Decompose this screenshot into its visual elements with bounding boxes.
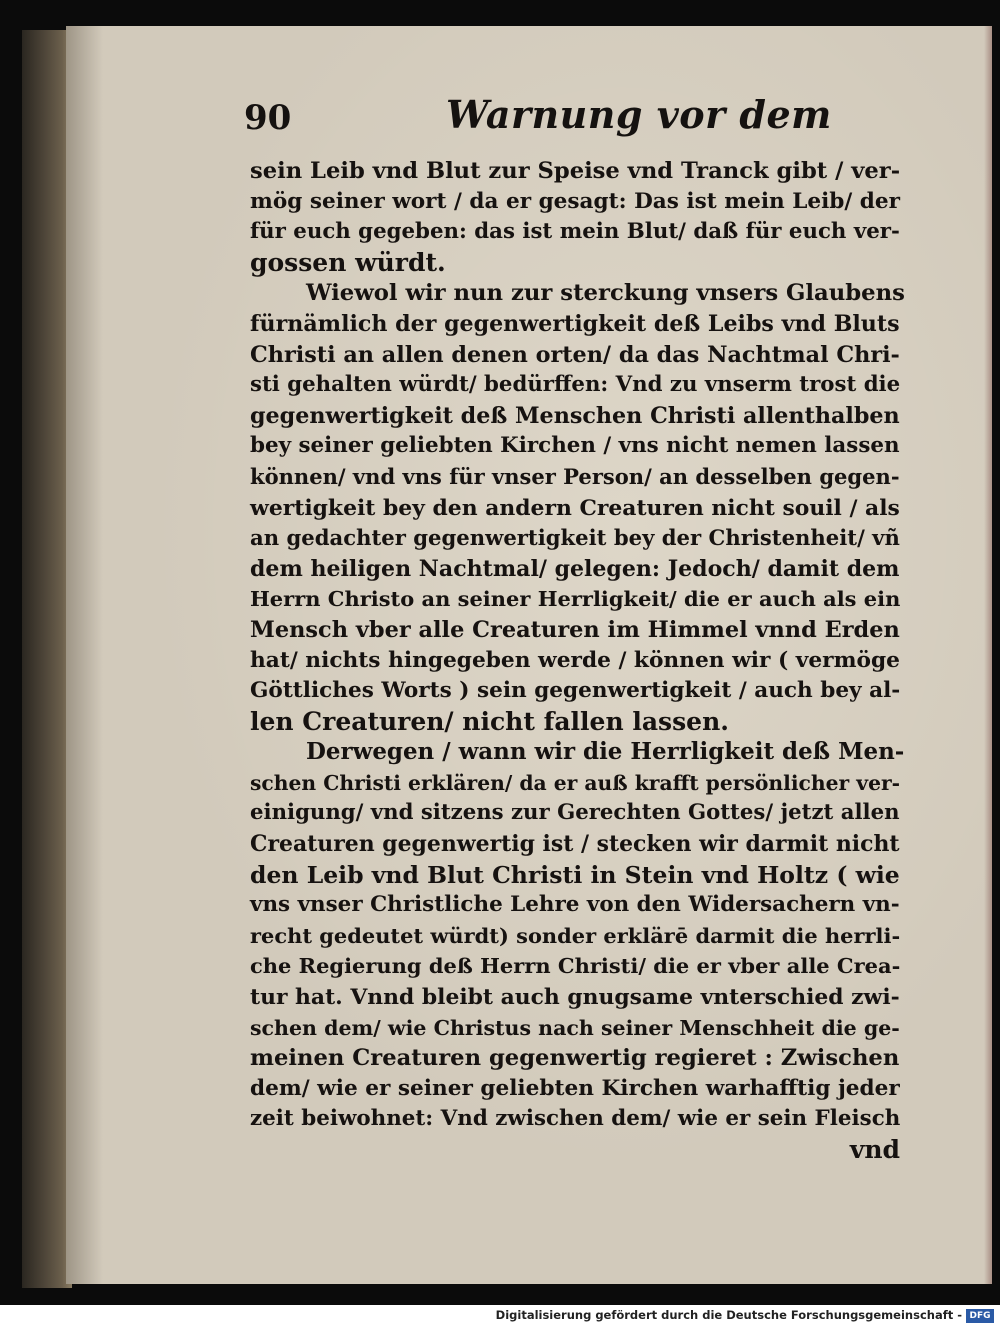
text-line: vns vnser Christliche Lehre von den Widersachern vn- (250, 892, 900, 918)
running-header (244, 92, 832, 152)
text-line: Derwegen / wann wir die Herrligkeit deß Men- (306, 738, 905, 766)
catchword: vnd (849, 1135, 900, 1164)
text-line: dem heiligen Nachtmal/ gelegen: Jedoch/ damit dem (250, 555, 900, 582)
funding-credit: Digitalisierung gefördert durch die Deutsche Forschungsgemeinschaft - (495, 1308, 962, 1322)
text-line: hat/ nichts hingegeben werde / können wir ( vermöge (250, 647, 900, 673)
text-line: recht gedeutet würdt) sonder erklärē darmit die herrli- (250, 922, 901, 948)
text-line: den Leib vnd Blut Christi in Stein vnd Holtz ( wie (250, 860, 900, 889)
text-line: wertigkeit bey den andern Creaturen nicht souil / als (250, 494, 900, 521)
text-line: sti gehalten würdt/ bedürffen: Vnd zu vnserm trost die (250, 372, 901, 398)
page-edge (984, 26, 992, 1284)
text-line: mög seiner wort / da er gesagt: Das ist mein Leib/ der (250, 188, 900, 214)
text-line: Herrn Christo an seiner Herrligkeit/ die er auch als ein (250, 586, 901, 612)
text-line: gegenwertigkeit deß Menschen Christi allenthalben (250, 402, 900, 429)
text-line: Göttliches Worts ) sein gegenwertigkeit / auch bey al- (250, 678, 901, 704)
text-line: einigung/ vnd sitzens zur Gerechten Gottes/ jetzt allen (250, 800, 900, 826)
text-line: für euch gegeben: das ist mein Blut/ daß für euch ver- (250, 219, 900, 245)
text-line: bey seiner geliebten Kirchen / vns nicht nemen lassen (250, 433, 900, 459)
text-line: dem/ wie er seiner geliebten Kirchen warhafftig jeder (250, 1075, 900, 1101)
text-line: fürnämlich der gegenwertigkeit deß Leibs vnd Bluts (250, 310, 900, 337)
text-line: können/ vnd vns für vnser Person/ an desselben gegen- (250, 463, 900, 489)
text-line: gossen würdt. (250, 247, 446, 277)
text-block (250, 156, 905, 1166)
book-spine-edge (22, 30, 72, 1288)
text-line: schen Christi erklären/ da er auß krafft persönlicher ver- (250, 770, 901, 795)
text-line: sein Leib vnd Blut zur Speise vnd Tranck gibt / ver- (250, 158, 901, 184)
footer-bar (0, 1305, 1000, 1327)
text-line: zeit beiwohnet: Vnd zwischen dem/ wie er sein Fleisch (250, 1106, 901, 1132)
dfg-logo-icon: DFG (966, 1309, 994, 1323)
running-title: Warnung vor dem (446, 92, 832, 137)
text-line: meinen Creaturen gegenwertig regieret : Zwischen (250, 1045, 900, 1072)
text-line: Christi an allen denen orten/ da das Nachtmal Chri- (250, 341, 900, 368)
text-line: Mensch vber alle Creaturen im Himmel vnnd Erden (250, 616, 900, 643)
text-line: Creaturen gegenwertig ist / stecken wir darmit nicht (250, 831, 900, 858)
page-number: 90 (244, 98, 292, 138)
text-line: an gedachter gegenwertigkeit bey der Christenheit/ vñ (250, 525, 900, 551)
text-line: len Creaturen/ nicht fallen lassen. (250, 706, 729, 736)
text-line: che Regierung deß Herrn Christi/ die er vber alle Crea- (250, 953, 901, 979)
text-line: schen dem/ wie Christus nach seiner Menschheit die ge- (250, 1015, 900, 1040)
text-line: tur hat. Vnnd bleibt auch gnugsame vnterschied zwi- (250, 984, 900, 1011)
text-line: Wiewol wir nun zur sterckung vnsers Glaubens (306, 280, 905, 307)
